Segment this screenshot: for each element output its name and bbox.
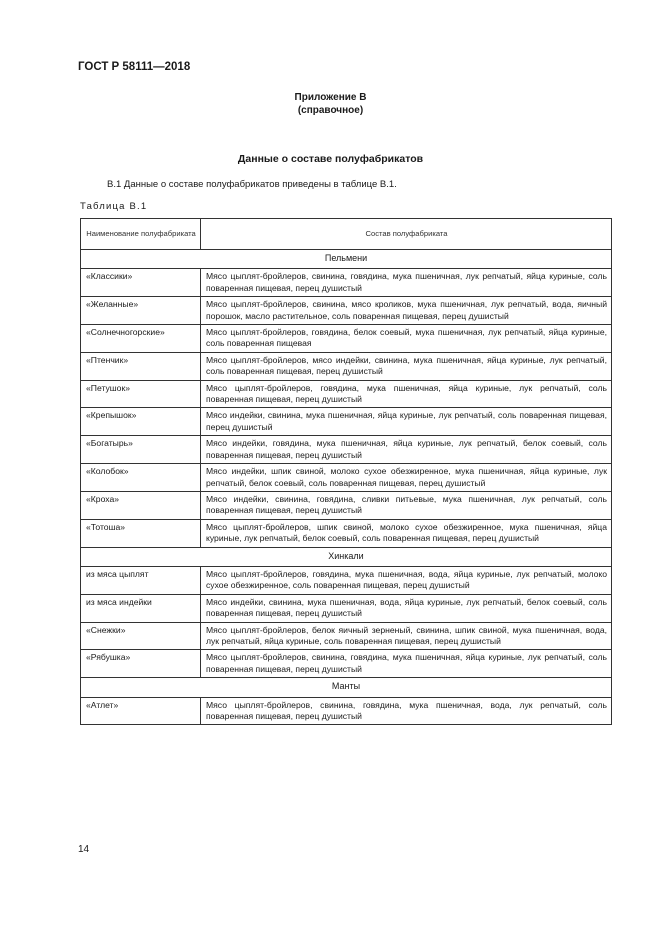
product-name-cell: «Богатырь» bbox=[81, 436, 201, 464]
column-header-composition: Состав полуфабриката bbox=[201, 219, 612, 250]
table-row bbox=[81, 491, 612, 519]
table-row bbox=[81, 269, 612, 297]
product-composition-cell: Мясо цыплят-бройлеров, говядина, мука пшеничная, вода, яйца куриные, лук репчатый, молоко сухое обезжиренное, соль поваренная пищевая, перец душистый bbox=[201, 566, 612, 594]
table-row bbox=[81, 436, 612, 464]
table-row bbox=[81, 650, 612, 678]
table-header-row bbox=[81, 219, 612, 250]
table-row bbox=[81, 408, 612, 436]
product-composition-cell: Мясо цыплят-бройлеров, свинина, говядина, мука пшеничная, вода, лук репчатый, соль поваренная пищевая, перец душистый bbox=[201, 697, 612, 725]
product-name-cell: «Желанные» bbox=[81, 297, 201, 325]
table-row bbox=[81, 325, 612, 353]
product-composition-cell: Мясо цыплят-бройлеров, мясо индейки, свинина, мука пшеничная, яйца куриные, лук репчатый, соль поваренная пищевая, перец душистый bbox=[201, 352, 612, 380]
table-row bbox=[81, 380, 612, 408]
group-title: Хинкали bbox=[81, 547, 612, 566]
product-name-cell: «Снежки» bbox=[81, 622, 201, 650]
table-row bbox=[81, 464, 612, 492]
annex-title: Приложение В bbox=[294, 92, 367, 103]
product-composition-cell: Мясо индейки, свинина, говядина, сливки питьевые, мука пшеничная, лук репчатый, соль поваренная пищевая, перец душистый bbox=[201, 491, 612, 519]
table-row bbox=[81, 297, 612, 325]
table-row bbox=[81, 622, 612, 650]
product-name-cell: «Петушок» bbox=[81, 380, 201, 408]
table-row bbox=[81, 697, 612, 725]
composition-table bbox=[80, 218, 612, 725]
group-title: Пельмени bbox=[81, 250, 612, 269]
table-row bbox=[81, 566, 612, 594]
table-row bbox=[81, 594, 612, 622]
table-group-row bbox=[81, 678, 612, 697]
product-composition-cell: Мясо цыплят-бройлеров, говядина, мука пшеничная, яйца куриные, лук репчатый, соль поваренная пищевая, перец душистый bbox=[201, 380, 612, 408]
table-group-row bbox=[81, 250, 612, 269]
product-composition-cell: Мясо индейки, говядина, мука пшеничная, яйца куриные, лук репчатый, белок соевый, соль поваренная пищевая, перец душистый bbox=[201, 436, 612, 464]
table-row bbox=[81, 519, 612, 547]
product-name-cell: «Птенчик» bbox=[81, 352, 201, 380]
document-standard-number: ГОСТ Р 58111—2018 bbox=[78, 61, 191, 73]
annex-subtitle: (справочное) bbox=[297, 105, 364, 116]
product-name-cell: «Солнечногорские» bbox=[81, 325, 201, 353]
table-body bbox=[81, 250, 612, 725]
product-composition-cell: Мясо цыплят-бройлеров, говядина, белок соевый, мука пшеничная, лук репчатый, яйца куриные, соль поваренная пищевая bbox=[201, 325, 612, 353]
annex-heading bbox=[0, 91, 661, 117]
section-title: Данные о составе полуфабрикатов bbox=[237, 153, 424, 165]
intro-paragraph: В.1 Данные о составе полуфабрикатов приведены в таблице В.1. bbox=[107, 179, 397, 190]
product-name-cell: из мяса индейки bbox=[81, 594, 201, 622]
product-name-cell: «Тотоша» bbox=[81, 519, 201, 547]
product-composition-cell: Мясо цыплят-бройлеров, свинина, мясо кроликов, мука пшеничная, лук репчатый, вода, яичный порошок, масло растительное, соль поваренная пищевая, перец душистый bbox=[201, 297, 612, 325]
page-number: 14 bbox=[78, 844, 90, 855]
product-composition-cell: Мясо индейки, шпик свиной, молоко сухое обезжиренное, мука пшеничная, яйца куриные, лук репчатый, белок соевый, соль поваренная пищевая, перец душистый bbox=[201, 464, 612, 492]
product-composition-cell: Мясо цыплят-бройлеров, свинина, говядина, мука пшеничная, лук репчатый, яйца куриные, соль поваренная пищевая, перец душистый bbox=[201, 269, 612, 297]
product-name-cell: «Крепышок» bbox=[81, 408, 201, 436]
product-name-cell: «Атлет» bbox=[81, 697, 201, 725]
table-label: Таблица В.1 bbox=[80, 201, 148, 212]
group-title: Манты bbox=[81, 678, 612, 697]
product-name-cell: из мяса цыплят bbox=[81, 566, 201, 594]
product-composition-cell: Мясо индейки, свинина, мука пшеничная, яйца куриные, лук репчатый, соль поваренная пищевая, перец душистый bbox=[201, 408, 612, 436]
product-composition-cell: Мясо цыплят-бройлеров, белок яичный зерненый, свинина, шпик свиной, мука пшеничная, вода, лук репчатый, яйца куриные, соль поваренная пищевая, перец душистый bbox=[201, 622, 612, 650]
product-name-cell: «Классики» bbox=[81, 269, 201, 297]
table-row bbox=[81, 352, 612, 380]
column-header-name: Наименование полуфабриката bbox=[81, 219, 201, 250]
product-composition-cell: Мясо цыплят-бройлеров, свинина, говядина, мука пшеничная, яйца куриные, лук репчатый, соль поваренная пищевая, перец душистый bbox=[201, 650, 612, 678]
product-name-cell: «Колобок» bbox=[81, 464, 201, 492]
product-name-cell: «Кроха» bbox=[81, 491, 201, 519]
product-composition-cell: Мясо цыплят-бройлеров, шпик свиной, молоко сухое обезжиренное, мука пшеничная, яйца куриные, лук репчатый, белок соевый, соль поваренная пищевая, перец душистый bbox=[201, 519, 612, 547]
product-name-cell: «Рябушка» bbox=[81, 650, 201, 678]
product-composition-cell: Мясо индейки, свинина, мука пшеничная, вода, яйца куриные, лук репчатый, белок соевый, соль поваренная пищевая, перец душистый bbox=[201, 594, 612, 622]
table-group-row bbox=[81, 547, 612, 566]
